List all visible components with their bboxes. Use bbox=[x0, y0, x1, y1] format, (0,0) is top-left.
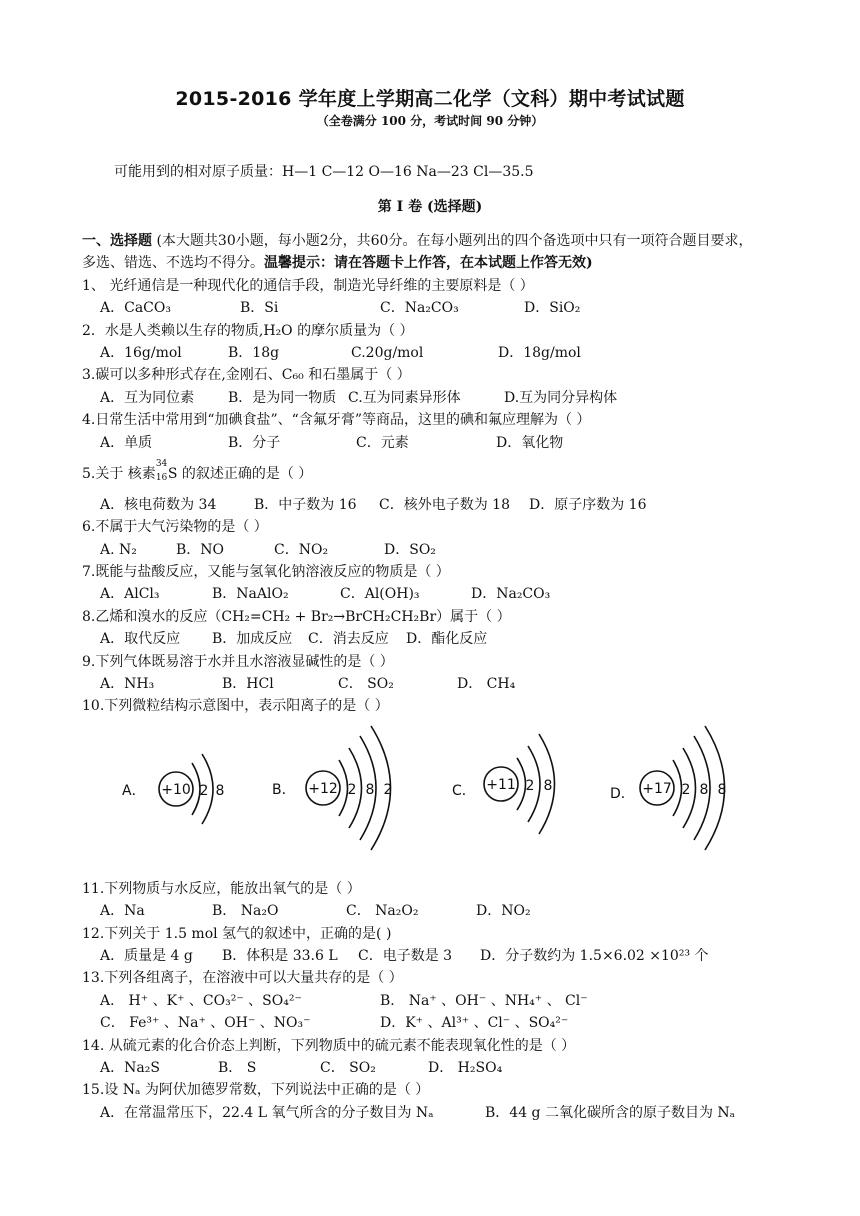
question-stem-8: 8.乙烯和溴水的反应（CH₂=CH₂ + Br₂→BrCH₂CH₂Br）属于（ ） bbox=[82, 608, 511, 625]
shell-electron-count: 2 bbox=[525, 777, 535, 794]
question-options-9 bbox=[82, 673, 802, 695]
stem-text: 的叙述正确的是（ ） bbox=[177, 465, 313, 482]
option-d: D．Na₂CO₃ bbox=[471, 586, 551, 603]
option-a: A．AlCl₃ bbox=[100, 586, 160, 603]
option-d: D.互为同分异构体 bbox=[504, 389, 618, 406]
option-c: C.20g/mol bbox=[351, 344, 424, 361]
mass-number: 34 bbox=[155, 458, 168, 469]
option-c: C．核外电子数为 18 bbox=[379, 496, 510, 513]
option-c: C． Na₂O₂ bbox=[346, 903, 419, 920]
question-options-1 bbox=[82, 297, 802, 319]
question-stem-2: 2．水是人类赖以生存的物质,H₂O 的摩尔质量为（ ） bbox=[82, 322, 414, 339]
nucleus-charge: +11 bbox=[486, 776, 516, 793]
option-a: A．NH₃ bbox=[100, 676, 155, 693]
option-b: B．是为同一物质 bbox=[228, 389, 337, 406]
option-c: C．消去反应 bbox=[308, 631, 389, 648]
option-b: B．体积是 33.6 L bbox=[222, 947, 338, 964]
question-options-2 bbox=[82, 342, 802, 364]
question-options-14 bbox=[82, 1057, 802, 1079]
option-d: D．分子数约为 1.5×6.02 ×10²³ 个 bbox=[480, 947, 709, 964]
option-a: A．互为同位素 bbox=[100, 389, 195, 406]
section-description: (本大题共30小题，每小题2分，共60分。在每小题列出的四个备选项中只有一项符合题目要求， bbox=[152, 233, 753, 249]
section-rule: 多选、错选、不选均不得分。 bbox=[82, 255, 264, 272]
nucleus-charge: +17 bbox=[642, 780, 672, 797]
option-b: B． Na₂O bbox=[212, 903, 279, 920]
option-d: D．原子序数为 16 bbox=[529, 496, 647, 513]
question-options-5 bbox=[82, 494, 802, 516]
option-a: A．核电荷数为 34 bbox=[100, 496, 217, 513]
option-a: A．Na bbox=[100, 903, 145, 920]
option-c: C．NO₂ bbox=[274, 541, 329, 558]
option-d: D．NO₂ bbox=[476, 903, 531, 920]
question-stem-11: 11.下列物质与水反应，能放出氧气的是（ ） bbox=[82, 880, 361, 897]
question-stem-10: 10.下列微粒结构示意图中，表示阳离子的是（ ） bbox=[82, 698, 389, 715]
option-b: B．中子数为 16 bbox=[254, 496, 357, 513]
question-options-13-row-2 bbox=[82, 1012, 802, 1034]
option-a: A．质量是 4 g bbox=[100, 947, 193, 964]
shell-electron-count: 2 bbox=[681, 781, 691, 798]
section-intro-line-2 bbox=[82, 252, 802, 274]
option-c: C． SO₂ bbox=[320, 1059, 376, 1076]
exam-note: （全卷满分 100 分，考试时间 90 分钟） bbox=[316, 114, 544, 128]
option-a: A．取代反应 bbox=[100, 631, 181, 648]
option-b: B．Si bbox=[240, 300, 279, 317]
atom-label: A． bbox=[122, 782, 146, 799]
option-d: D．酯化反应 bbox=[406, 631, 488, 648]
option-a: A. N₂ bbox=[100, 541, 137, 558]
question-options-4 bbox=[82, 432, 802, 454]
shell-electron-count: 2 bbox=[347, 781, 357, 798]
question-list bbox=[82, 230, 802, 1124]
option-b: B． Na⁺ 、OH⁻ 、NH₄⁺ 、 Cl⁻ bbox=[380, 992, 588, 1009]
question-stem-5 bbox=[82, 454, 802, 494]
option-c: C． Fe³⁺ 、Na⁺ 、OH⁻ 、NO₃⁻ bbox=[100, 1015, 311, 1032]
option-c: C． SO₂ bbox=[338, 676, 394, 693]
question-options-8 bbox=[82, 628, 802, 650]
option-a: A．16g/mol bbox=[100, 344, 182, 361]
option-b: B．NaAlO₂ bbox=[212, 586, 289, 603]
atomic-number: 16 bbox=[155, 472, 168, 483]
option-b: B．加成反应 bbox=[212, 631, 293, 648]
part-heading: 第 I 卷 (选择题) bbox=[377, 199, 483, 215]
option-c: C.互为同素异形体 bbox=[348, 389, 461, 406]
option-c: C．元素 bbox=[356, 434, 409, 451]
option-c: C．Na₂CO₃ bbox=[380, 300, 459, 317]
nucleus-charge: +12 bbox=[308, 780, 338, 797]
element-symbol: S bbox=[167, 465, 178, 482]
option-a: A．在常温常压下，22.4 L 氧气所含的分子数目为 Nₐ bbox=[100, 1104, 434, 1121]
question-stem-1: 1、 光纤通信是一种现代化的通信手段，制造光导纤维的主要原料是（ ） bbox=[82, 277, 534, 294]
option-b: B．18g bbox=[228, 344, 280, 361]
nuclide-notation bbox=[155, 458, 168, 485]
atom-structure-diagrams bbox=[82, 718, 802, 878]
option-a: A．Na₂S bbox=[100, 1059, 160, 1076]
option-d: D．18g/mol bbox=[498, 344, 581, 361]
question-stem-9: 9.下列气体既易溶于水并且水溶液显碱性的是（ ） bbox=[82, 653, 394, 670]
option-c: C．Al(OH)₃ bbox=[340, 586, 420, 603]
section-intro-line-1 bbox=[82, 230, 802, 252]
question-stem-13: 13.下列各组离子，在溶液中可以大量共存的是（ ） bbox=[82, 970, 403, 987]
question-stem-14: 14. 从硫元素的化合价态上判断，下列物质中的硫元素不能表现氧化性的是（ ） bbox=[82, 1037, 576, 1054]
option-d: D．SO₂ bbox=[384, 541, 436, 558]
option-a: A．CaCO₃ bbox=[100, 300, 171, 317]
question-options-6 bbox=[82, 539, 802, 561]
atom-label: B． bbox=[272, 781, 296, 798]
question-stem-3: 3.碳可以多种形式存在,金刚石、C₆₀ 和石墨属于（ ） bbox=[82, 367, 411, 384]
shell-electron-count: 8 bbox=[717, 781, 727, 798]
option-d: D． H₂SO₄ bbox=[428, 1059, 503, 1076]
option-d: D．氧化物 bbox=[496, 434, 564, 451]
atom-label: C． bbox=[452, 782, 476, 799]
atom-label: D． bbox=[610, 785, 635, 802]
question-stem-6: 6.不属于大气污染物的是（ ） bbox=[82, 519, 268, 536]
page-title: 2015-2016 学年度上学期高二化学（文科）期中考试试题 bbox=[175, 88, 685, 110]
question-stem-7: 7.既能与盐酸反应，又能与氢氧化钠溶液反应的物质是（ ） bbox=[82, 564, 450, 581]
shell-electron-count: 8 bbox=[215, 782, 225, 799]
atom-diagrams-svg bbox=[82, 718, 802, 878]
option-c: C．电子数是 3 bbox=[358, 947, 453, 964]
question-stem-4: 4.日常生活中常用到“加碘食盐”、“含氟牙膏”等商品，这里的碘和氟应理解为（ ） bbox=[82, 412, 591, 429]
shell-electron-count: 8 bbox=[365, 781, 375, 798]
question-options-13-row-1 bbox=[82, 990, 802, 1012]
option-a: A．单质 bbox=[100, 434, 153, 451]
shell-electron-count: 2 bbox=[383, 781, 393, 798]
question-stem-15: 15.设 Nₐ 为阿伏加德罗常数，下列说法中正确的是（ ） bbox=[82, 1082, 430, 1099]
option-d: D．SiO₂ bbox=[524, 300, 581, 317]
stem-text: 5.关于 核素 bbox=[82, 465, 156, 482]
section-heading: 一、选择题 bbox=[82, 233, 152, 249]
shell-electron-count: 8 bbox=[543, 777, 553, 794]
option-a: A． H⁺ 、K⁺ 、CO₃²⁻ 、SO₄²⁻ bbox=[100, 992, 302, 1009]
atomic-masses: 可能用到的相对原子质量：H—1 C—12 O—16 Na—23 Cl—35.5 bbox=[114, 164, 534, 180]
section-warning: 温馨提示：请在答题卡上作答，在本试题上作答无效) bbox=[264, 255, 593, 272]
option-b: B．分子 bbox=[228, 434, 281, 451]
option-d: D．K⁺ 、Al³⁺ 、Cl⁻ 、SO₄²⁻ bbox=[380, 1015, 569, 1032]
question-options-15 bbox=[82, 1102, 802, 1124]
question-options-12 bbox=[82, 945, 802, 967]
question-options-3 bbox=[82, 387, 802, 409]
shell-electron-count: 8 bbox=[699, 781, 709, 798]
nucleus-charge: +10 bbox=[161, 781, 191, 798]
option-b: B．NO bbox=[176, 541, 225, 558]
option-d: D． CH₄ bbox=[457, 676, 516, 693]
question-stem-12: 12.下列关于 1.5 mol 氢气的叙述中，正确的是( ) bbox=[82, 925, 392, 942]
shell-electron-count: 2 bbox=[199, 782, 209, 799]
question-options-11 bbox=[82, 900, 802, 922]
option-b: B．44 g 二氧化碳所含的原子数目为 Nₐ bbox=[485, 1104, 736, 1121]
option-b: B． S bbox=[218, 1059, 257, 1076]
question-options-7 bbox=[82, 583, 802, 605]
option-b: B．HCl bbox=[222, 676, 274, 693]
